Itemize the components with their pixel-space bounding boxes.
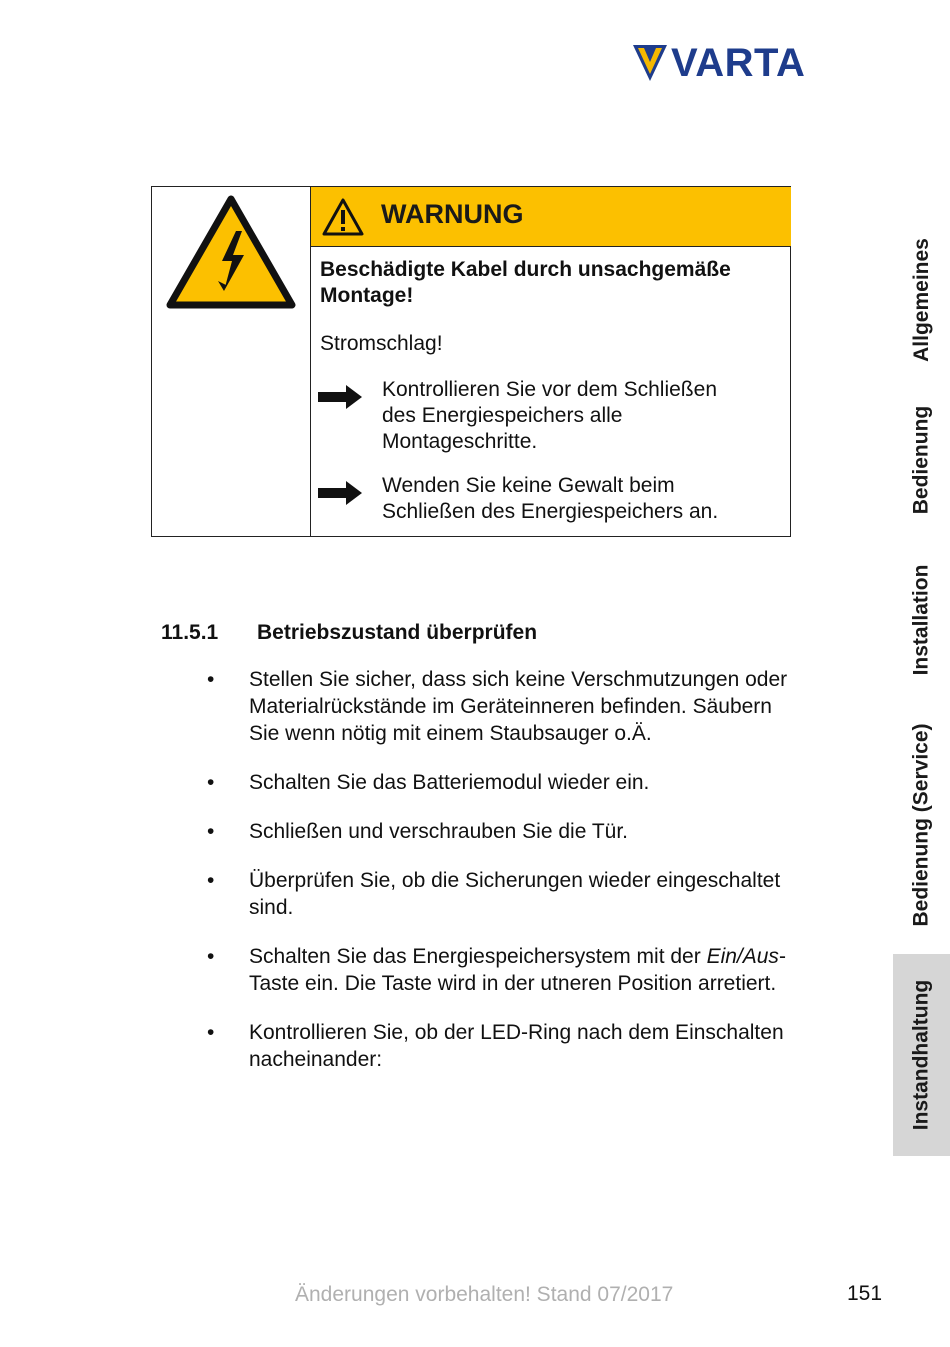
warning-header [311, 187, 791, 247]
warning-measure-line: Wenden Sie keine Gewalt beim [382, 474, 675, 497]
tab-instandhaltung[interactable] [893, 954, 950, 1156]
tab-label: Instandhaltung [909, 979, 933, 1131]
section-heading [161, 620, 537, 646]
bullet-icon: • [207, 771, 215, 794]
list-item-line: Materialrückstände im Geräteinneren befinden. Säubern [249, 695, 772, 718]
warning-measure-line: Schließen des Energiespeichers an. [382, 500, 719, 523]
button-name-emphasis: Ein/Aus [706, 945, 779, 968]
list-item-line: Schalten Sie das Batteriemodul wieder ein. [249, 771, 650, 794]
bullet-icon: • [207, 1021, 215, 1044]
warning-hazard-heading [320, 257, 780, 309]
tab-label: Bedienung (Service) [909, 723, 933, 927]
warning-measure [320, 473, 780, 525]
list-item [207, 666, 847, 747]
list-item [207, 867, 847, 921]
list-item-text: - [778, 945, 786, 968]
tab-label: Installation [909, 564, 933, 676]
bullet-icon: • [207, 820, 215, 843]
footer-note: Änderungen vorbehalten! Stand 07/2017 [295, 1283, 674, 1306]
bullet-icon: • [207, 668, 215, 691]
list-item [207, 769, 847, 796]
warning-measure-line: des Energiespeichers alle [382, 404, 623, 427]
chapter-tabs [893, 220, 950, 1160]
warning-heading-line: Beschädigte Kabel durch unsachgemäße [320, 258, 731, 281]
tab-bedienung-service[interactable] [893, 710, 950, 940]
bullet-icon: • [207, 869, 215, 892]
arrow-right-icon [318, 481, 362, 505]
varta-logo [633, 41, 806, 85]
list-item-line: Stellen Sie sicher, dass sich keine Verschmutzungen oder [249, 668, 788, 691]
warning-box [151, 186, 791, 537]
tab-allgemeines[interactable] [893, 220, 950, 380]
warning-measure-line: Montageschritte. [382, 430, 538, 453]
warning-heading-line: Montage! [320, 284, 414, 307]
warning-measure-line: Kontrollieren Sie vor dem Schließen [382, 378, 717, 401]
tab-installation[interactable] [893, 550, 950, 690]
arrow-right-icon [318, 385, 362, 409]
electric-hazard-icon [166, 195, 296, 311]
bullet-icon: • [207, 945, 215, 968]
list-item [207, 818, 847, 845]
list-item-line: Sie wenn nötig mit einem Staubsauger o.Ä. [249, 722, 652, 745]
warning-consequence: Stromschlag! [320, 332, 443, 355]
section-title: Betriebszustand überprüfen [257, 621, 538, 644]
tab-label: Allgemeines [909, 238, 933, 362]
tab-bedienung[interactable] [893, 390, 950, 530]
warning-triangle-icon [321, 197, 365, 237]
brand-name: VARTA [671, 41, 806, 85]
warning-body [320, 257, 780, 525]
instruction-list [207, 666, 847, 1095]
list-item-line: nacheinander: [249, 1048, 383, 1071]
list-item [207, 943, 847, 997]
varta-v-emblem-icon [633, 45, 667, 81]
page-number: 151 [847, 1282, 883, 1305]
list-item-line: Schließen und verschrauben Sie die Tür. [249, 820, 629, 843]
list-item-text: Schalten Sie das Energiespeichersystem mit der [249, 945, 707, 968]
list-item [207, 1019, 847, 1073]
tab-label: Bedienung [909, 405, 933, 515]
warning-symbol-cell [152, 187, 311, 536]
warning-measure [320, 377, 780, 455]
warning-title: WARNUNG [381, 199, 524, 229]
list-item-line: Kontrollieren Sie, ob der LED-Ring nach dem Einschalten [249, 1021, 784, 1044]
list-item-line: Taste ein. Die Taste wird in der utneren Position arretiert. [249, 972, 777, 995]
list-item-line: sind. [249, 896, 294, 919]
list-item-line: Überprüfen Sie, ob die Sicherungen wieder eingeschaltet [249, 869, 781, 892]
section-number: 11.5.1 [161, 621, 219, 644]
